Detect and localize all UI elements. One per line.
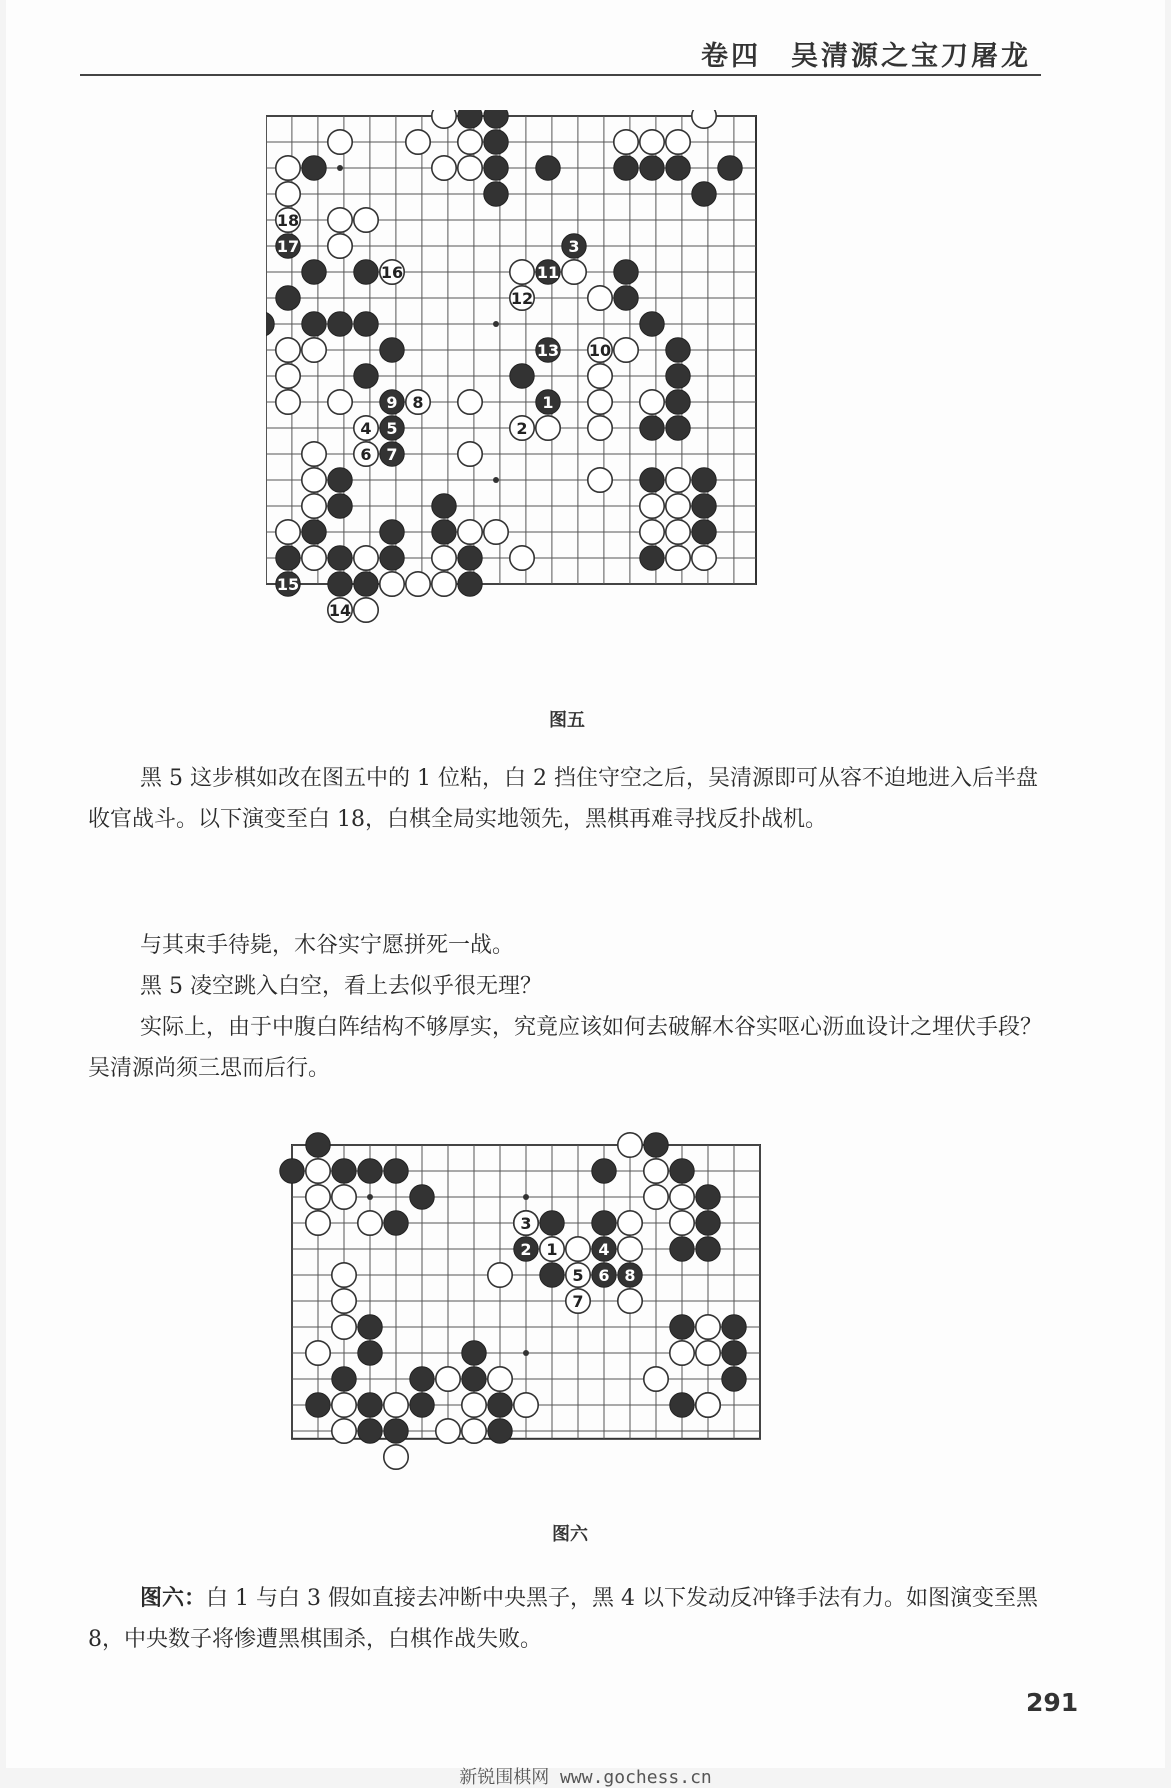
numbered-stone-11 (536, 260, 560, 284)
move-number: 5 (386, 419, 398, 438)
figure-6-label: 图六： (140, 1585, 207, 1611)
paragraph-4: 实际上，由于中腹白阵结构不够厚实，究竟应该如何去破解木谷实呕心沥血设计之埋伏手段？吴清源尚须三思而后行。 (88, 1015, 1043, 1081)
black-stone (302, 156, 326, 180)
move-number: 4 (598, 1240, 610, 1259)
black-stone (354, 364, 378, 388)
black-stone (462, 1367, 486, 1391)
black-stone (722, 1367, 746, 1391)
black-stone (332, 1367, 356, 1391)
running-header (80, 30, 1041, 76)
move-number: 16 (380, 263, 404, 282)
black-stone (380, 520, 404, 544)
numbered-stone-8 (406, 390, 430, 414)
white-stone (380, 572, 404, 596)
move-number: 15 (276, 575, 300, 594)
white-stone (618, 1133, 642, 1157)
star-point (337, 165, 343, 171)
white-stone (458, 130, 482, 154)
white-stone (588, 286, 612, 310)
white-stone (696, 1341, 720, 1365)
black-stone (718, 156, 742, 180)
white-stone (484, 520, 508, 544)
move-number: 13 (536, 341, 560, 360)
move-number: 2 (520, 1240, 532, 1259)
white-stone (276, 156, 300, 180)
white-stone (328, 234, 352, 258)
white-stone (332, 1315, 356, 1339)
numbered-stone-5 (380, 416, 404, 440)
black-stone (484, 110, 508, 128)
white-stone (458, 520, 482, 544)
numbered-stone-6 (592, 1263, 616, 1287)
numbered-stone-14 (328, 598, 352, 622)
paragraph-3: 黑 5 凌空跳入白空，看上去似乎很无理？ (140, 974, 542, 999)
white-stone (276, 364, 300, 388)
black-stone (358, 1159, 382, 1183)
black-stone (640, 416, 664, 440)
move-number: 7 (386, 445, 398, 464)
white-stone (276, 338, 300, 362)
black-stone (614, 260, 638, 284)
black-stone (670, 1159, 694, 1183)
black-stone (614, 156, 638, 180)
numbered-stone-4 (592, 1237, 616, 1261)
black-stone (410, 1393, 434, 1417)
black-stone (670, 1315, 694, 1339)
white-stone (306, 1185, 330, 1209)
black-stone (328, 468, 352, 492)
move-number: 6 (360, 445, 372, 464)
white-stone (358, 1211, 382, 1235)
black-stone (644, 1133, 668, 1157)
black-stone (692, 182, 716, 206)
numbered-stone-17 (276, 234, 300, 258)
black-stone (540, 1263, 564, 1287)
white-stone (302, 494, 326, 518)
move-number: 11 (536, 263, 560, 282)
white-stone (328, 208, 352, 232)
white-stone (644, 1367, 668, 1391)
black-stone (380, 546, 404, 570)
black-stone (696, 1211, 720, 1235)
white-stone (536, 416, 560, 440)
white-stone (666, 468, 690, 492)
black-stone (384, 1159, 408, 1183)
black-stone (722, 1315, 746, 1339)
paragraph-5-text: 白 1 与白 3 假如直接去冲断中央黑子，黑 4 以下发动反冲锋手法有力。如图演变至黑 8，中央数子将惨遭黑棋围杀，白棋作战失败。 (88, 1586, 1038, 1652)
white-stone (332, 1263, 356, 1287)
numbered-stone-3 (514, 1211, 538, 1235)
white-stone (432, 110, 456, 128)
black-stone (462, 1341, 486, 1365)
star-point (493, 477, 499, 483)
watermark-footer: 新锐围棋网 www.gochess.cn (0, 1768, 1171, 1788)
move-number: 8 (412, 393, 424, 412)
white-stone (276, 520, 300, 544)
move-number: 2 (516, 419, 528, 438)
white-stone (640, 130, 664, 154)
numbered-stone-7 (566, 1289, 590, 1313)
numbered-stone-18 (276, 208, 300, 232)
numbered-stone-13 (536, 338, 560, 362)
paragraph-2: 与其束手待毙，木谷实宁愿拼死一战。 (140, 933, 515, 958)
black-stone (328, 546, 352, 570)
white-stone (332, 1289, 356, 1313)
move-number: 1 (546, 1240, 558, 1259)
star-point (523, 1350, 529, 1356)
move-number: 18 (276, 211, 300, 230)
black-stone (328, 494, 352, 518)
black-stone (302, 520, 326, 544)
star-point (493, 321, 499, 327)
white-stone (276, 182, 300, 206)
black-stone (306, 1393, 330, 1417)
white-stone (666, 130, 690, 154)
black-stone (358, 1341, 382, 1365)
white-stone (588, 390, 612, 414)
white-stone (666, 494, 690, 518)
numbered-stone-5 (566, 1263, 590, 1287)
numbered-stone-1 (540, 1237, 564, 1261)
black-stone (276, 546, 300, 570)
white-stone (614, 338, 638, 362)
numbered-stone-2 (510, 416, 534, 440)
white-stone (670, 1185, 694, 1209)
black-stone (302, 260, 326, 284)
black-stone (410, 1367, 434, 1391)
black-stone (696, 1185, 720, 1209)
white-stone (432, 546, 456, 570)
black-stone (354, 312, 378, 336)
black-stone (692, 468, 716, 492)
black-stone (328, 312, 352, 336)
black-stone (276, 286, 300, 310)
white-stone (588, 468, 612, 492)
black-stone (670, 1393, 694, 1417)
white-stone (692, 110, 716, 128)
black-stone (354, 572, 378, 596)
white-stone (302, 468, 326, 492)
numbered-stone-9 (380, 390, 404, 414)
white-stone (640, 520, 664, 544)
white-stone (332, 1419, 356, 1443)
move-number: 6 (598, 1266, 610, 1285)
move-number: 5 (572, 1266, 584, 1285)
black-stone (332, 1159, 356, 1183)
black-stone (358, 1393, 382, 1417)
white-stone (640, 494, 664, 518)
white-stone (562, 260, 586, 284)
white-stone (696, 1315, 720, 1339)
white-stone (354, 598, 378, 622)
black-stone (458, 546, 482, 570)
white-stone (384, 1445, 408, 1469)
move-number: 8 (624, 1266, 636, 1285)
white-stone (588, 364, 612, 388)
black-stone (614, 286, 638, 310)
numbered-stone-6 (354, 442, 378, 466)
numbered-stone-12 (510, 286, 534, 310)
white-stone (458, 390, 482, 414)
star-point (523, 1194, 529, 1200)
black-stone (484, 156, 508, 180)
black-stone (458, 572, 482, 596)
black-stone (384, 1211, 408, 1235)
numbered-stone-3 (562, 234, 586, 258)
white-stone (436, 1419, 460, 1443)
black-stone (692, 520, 716, 544)
white-stone (458, 442, 482, 466)
white-stone (328, 390, 352, 414)
white-stone (432, 156, 456, 180)
black-stone (280, 1159, 304, 1183)
move-number: 1 (542, 393, 554, 412)
white-stone (614, 130, 638, 154)
star-point (367, 1194, 373, 1200)
black-stone (592, 1159, 616, 1183)
white-stone (306, 1211, 330, 1235)
black-stone (666, 416, 690, 440)
white-stone (462, 1419, 486, 1443)
numbered-stone-1 (536, 390, 560, 414)
numbered-stone-7 (380, 442, 404, 466)
move-number: 3 (568, 237, 580, 256)
black-stone (432, 520, 456, 544)
black-stone (666, 156, 690, 180)
white-stone (302, 546, 326, 570)
white-stone (354, 546, 378, 570)
black-stone (328, 572, 352, 596)
move-number: 10 (588, 341, 612, 360)
black-stone (488, 1393, 512, 1417)
black-stone (722, 1341, 746, 1365)
white-stone (302, 338, 326, 362)
move-number: 9 (386, 393, 398, 412)
black-stone (540, 1211, 564, 1235)
black-stone (640, 546, 664, 570)
black-stone (666, 364, 690, 388)
black-stone (266, 312, 274, 336)
white-stone (384, 1393, 408, 1417)
move-number: 7 (572, 1292, 584, 1311)
white-stone (670, 1211, 694, 1235)
black-stone (670, 1237, 694, 1261)
go-diagram-6 (278, 1130, 858, 1510)
black-stone (354, 260, 378, 284)
black-stone (640, 468, 664, 492)
white-stone (514, 1393, 538, 1417)
white-stone (644, 1185, 668, 1209)
move-number: 12 (510, 289, 534, 308)
white-stone (406, 572, 430, 596)
numbered-stone-10 (588, 338, 612, 362)
black-stone (380, 338, 404, 362)
black-stone (458, 110, 482, 128)
black-stone (536, 156, 560, 180)
black-stone (692, 494, 716, 518)
move-number: 17 (276, 237, 300, 256)
move-number: 3 (520, 1214, 532, 1233)
numbered-stone-16 (380, 260, 404, 284)
black-stone (510, 364, 534, 388)
white-stone (488, 1263, 512, 1287)
black-stone (484, 130, 508, 154)
black-stone (666, 390, 690, 414)
black-stone (358, 1419, 382, 1443)
book-page (6, 0, 1165, 1768)
white-stone (276, 390, 300, 414)
black-stone (488, 1419, 512, 1443)
black-stone (410, 1185, 434, 1209)
white-stone (640, 390, 664, 414)
black-stone (696, 1237, 720, 1261)
black-stone (306, 1133, 330, 1157)
white-stone (666, 520, 690, 544)
white-stone (510, 260, 534, 284)
white-stone (332, 1393, 356, 1417)
white-stone (618, 1289, 642, 1313)
paragraph-5 (88, 1578, 1048, 1660)
paragraph-1: 黑 5 这步棋如改在图五中的 1 位粘，白 2 挡住守空之后，吴清源即可从容不迫地进入后半盘收官战斗。以下演变至白 18，白棋全局实地领先，黑棋再难寻找反扑战机。 (88, 766, 1038, 832)
white-stone (510, 546, 534, 570)
white-stone (302, 442, 326, 466)
white-stone (692, 546, 716, 570)
black-stone (666, 338, 690, 362)
chapter-title: 卷四 吴清源之宝刀屠龙 (701, 41, 1031, 72)
numbered-stone-4 (354, 416, 378, 440)
white-stone (306, 1341, 330, 1365)
numbered-stone-8 (618, 1263, 642, 1287)
white-stone (354, 208, 378, 232)
move-number: 4 (360, 419, 372, 438)
white-stone (696, 1393, 720, 1417)
white-stone (488, 1367, 512, 1391)
white-stone (670, 1341, 694, 1365)
black-stone (432, 494, 456, 518)
black-stone (358, 1315, 382, 1339)
white-stone (432, 572, 456, 596)
black-stone (640, 312, 664, 336)
white-stone (436, 1367, 460, 1391)
white-stone (618, 1211, 642, 1235)
white-stone (332, 1185, 356, 1209)
page-number: 291 (1026, 1688, 1079, 1717)
numbered-stone-2 (514, 1237, 538, 1261)
go-diagram-5 (266, 110, 786, 680)
white-stone (462, 1393, 486, 1417)
black-stone (484, 182, 508, 206)
white-stone (406, 130, 430, 154)
white-stone (328, 130, 352, 154)
numbered-stone-15 (276, 572, 300, 596)
white-stone (666, 546, 690, 570)
white-stone (306, 1159, 330, 1183)
white-stone (566, 1237, 590, 1261)
black-stone (384, 1419, 408, 1443)
diagram-6-caption: 图六 (552, 1524, 588, 1545)
black-stone (302, 312, 326, 336)
black-stone (640, 156, 664, 180)
white-stone (644, 1159, 668, 1183)
diagram-5-caption: 图五 (549, 710, 585, 731)
white-stone (588, 416, 612, 440)
black-stone (592, 1211, 616, 1235)
white-stone (618, 1237, 642, 1261)
white-stone (458, 156, 482, 180)
move-number: 14 (328, 601, 352, 620)
